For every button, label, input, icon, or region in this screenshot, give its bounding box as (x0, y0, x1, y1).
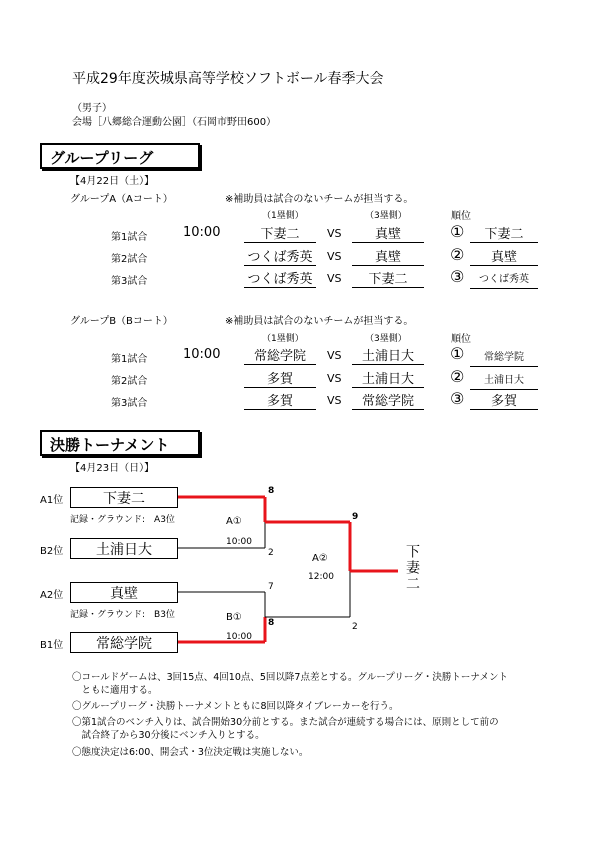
game-label: 第3試合 (111, 398, 148, 409)
away-team: 土浦日大 (352, 345, 424, 365)
champion-name: 下妻二 (404, 544, 420, 592)
record-ground-top: 記録・グラウンド: A3位 (70, 515, 175, 525)
page-title: 平成29年度茨城県高等学校ソフトボール春季大会 (72, 71, 384, 87)
note-line: ともに適用する。 (72, 685, 158, 696)
home-team: つくば秀英 (244, 246, 316, 266)
match-a1-label: A① (226, 516, 242, 527)
vs-label: VS (327, 394, 342, 407)
note-line: 〇態度決定は6:00、開会式・3位決定戦は実施しない。 (72, 747, 309, 758)
bracket-score: 7 (268, 582, 274, 592)
rank-team: 真壁 (470, 246, 538, 266)
vs-label: VS (327, 272, 342, 285)
final-score-bottom: 2 (352, 622, 358, 632)
group-league-date: 【4月22日（土）】 (70, 176, 155, 187)
rank-number: ① (450, 222, 465, 241)
game-time: 10:00 (183, 347, 221, 362)
rank-number: ② (450, 245, 465, 264)
note-line: 〇コールドゲームは、3回15点、4回10点、5回以降7点差とする。グループリーグ・決勝トーナメント (72, 672, 508, 683)
rank-number: ① (450, 344, 465, 363)
bracket-team: 土浦日大 (70, 538, 178, 559)
tournament-heading: 決勝トーナメント (40, 430, 200, 456)
note-line: 試合終了から30分後にベンチ入りとする。 (72, 730, 265, 741)
side3-label-a: （3塁側） (365, 211, 407, 221)
rank-team: 多賀 (470, 390, 538, 410)
record-ground-bottom: 記録・グラウンド: B3位 (70, 610, 175, 620)
rank-team: 下妻二 (470, 223, 538, 243)
seed-label: A1位 (40, 495, 64, 506)
bracket-team: 常総学院 (70, 632, 178, 653)
note-line: 〇第1試合のベンチ入りは、試合開始30分前とする。また試合が連続する場合には、原則として前の (72, 717, 499, 728)
rank-number: ③ (450, 267, 465, 286)
final-score-top: 9 (352, 512, 359, 522)
vs-label: VS (327, 227, 342, 240)
game-label: 第1試合 (111, 354, 148, 365)
home-team: 常総学院 (244, 345, 316, 365)
group-a-name: グループA（Aコート） (70, 194, 173, 205)
seed-label: A2位 (40, 590, 64, 601)
game-label: 第3試合 (111, 276, 148, 287)
vs-label: VS (327, 349, 342, 362)
helper-note-b: ※補助員は試合のないチームが担当する。 (225, 316, 414, 327)
final-time: 12:00 (308, 572, 334, 582)
group-league-heading: グループリーグ (40, 143, 200, 169)
seed-label: B2位 (40, 546, 64, 557)
rank-label-b: 順位 (451, 334, 471, 345)
bracket-score: 8 (268, 618, 275, 628)
venue-label: 会場［八郷総合運動公園］（石岡市野田600） (72, 117, 277, 128)
game-label: 第1試合 (111, 232, 148, 243)
match-b1-time: 10:00 (226, 632, 252, 642)
final-label: A② (312, 553, 328, 564)
note-line: 〇グループリーグ・決勝トーナメントともに8回以降タイブレーカーを行う。 (72, 701, 399, 712)
bracket-team: 下妻二 (70, 487, 178, 508)
home-team: つくば秀英 (244, 268, 316, 288)
side3-label-b: （3塁側） (365, 334, 407, 344)
vs-label: VS (327, 250, 342, 263)
bracket-team: 真壁 (70, 582, 178, 603)
group-b-name: グループB（Bコート） (70, 316, 173, 327)
away-team: 真壁 (352, 223, 424, 243)
rank-team: つくば秀英 (470, 270, 538, 289)
game-time: 10:00 (183, 225, 221, 240)
tournament-date: 【4月23日（日）】 (70, 463, 155, 474)
helper-note-a: ※補助員は試合のないチームが担当する。 (225, 194, 414, 205)
home-team: 下妻二 (244, 223, 316, 243)
game-label: 第2試合 (111, 254, 148, 265)
rank-team: 常総学院 (470, 348, 538, 367)
rank-team: 土浦日大 (470, 371, 538, 390)
vs-label: VS (327, 372, 342, 385)
side1-label-b: （1塁側） (262, 334, 304, 344)
away-team: 常総学院 (352, 390, 424, 410)
match-a1-time: 10:00 (226, 537, 252, 547)
rank-label-a: 順位 (451, 211, 471, 222)
home-team: 多賀 (244, 368, 316, 388)
category-label: （男子） (72, 103, 112, 114)
seed-label: B1位 (40, 640, 64, 651)
match-b1-label: B① (226, 612, 242, 623)
away-team: 土浦日大 (352, 368, 424, 388)
away-team: 下妻二 (352, 268, 424, 288)
bracket-score: 8 (268, 486, 275, 496)
side1-label-a: （1塁側） (262, 211, 304, 221)
game-label: 第2試合 (111, 376, 148, 387)
rank-number: ② (450, 367, 465, 386)
rank-number: ③ (450, 389, 465, 408)
bracket-score: 2 (268, 548, 274, 558)
away-team: 真壁 (352, 246, 424, 266)
home-team: 多賀 (244, 390, 316, 410)
